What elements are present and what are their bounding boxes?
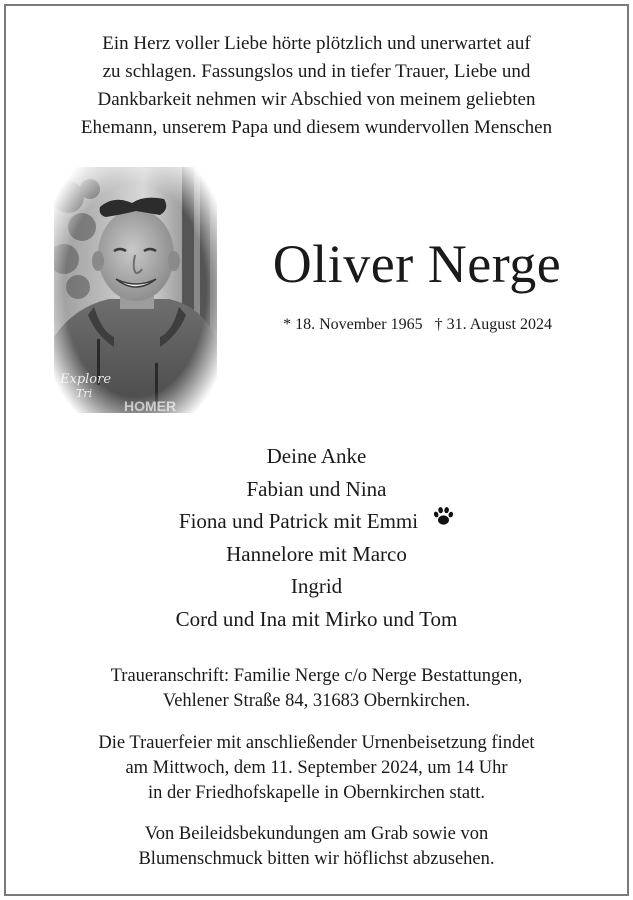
request-line: Von Beileidsbekundungen am Grab sowie von xyxy=(144,824,489,844)
portrait-photo xyxy=(54,167,217,413)
birth-date: * 18. November 1965 xyxy=(283,316,423,333)
family-line: Hannelore mit Marco xyxy=(226,541,407,566)
family-list xyxy=(20,440,613,635)
deceased-name: Oliver Nerge xyxy=(272,234,562,294)
intro-line: zu schlagen. Fassungslos und in tiefer Trauer, Liebe und xyxy=(102,61,531,82)
life-dates xyxy=(245,314,590,336)
request-line: Blumenschmuck bitten wir höflichst abzusehen. xyxy=(138,849,495,869)
family-line: Ingrid xyxy=(290,574,343,598)
ceremony-line: in der Friedhofskapelle in Obernkirchen statt. xyxy=(147,783,485,803)
address-line: Traueranschrift: Familie Nerge c/o Nerge Bestattungen, xyxy=(110,666,523,686)
condolence-request xyxy=(20,822,613,872)
paw-print-icon xyxy=(432,504,454,537)
ceremony-info xyxy=(20,731,613,806)
address-line: Vehlener Straße 84, 31683 Obernkirchen. xyxy=(162,691,471,711)
family-line: Deine Anke xyxy=(266,444,367,468)
intro-line: Ein Herz voller Liebe hörte plötzlich und unerwartet auf xyxy=(102,33,531,54)
family-line: Fabian und Nina xyxy=(246,476,387,501)
ceremony-line: Die Trauerfeier mit anschließender Urnenbeisetzung findet xyxy=(98,733,535,753)
family-line: Cord und Ina mit Mirko und Tom xyxy=(175,606,458,631)
mourning-address xyxy=(20,664,613,714)
ceremony-line: am Mittwoch, dem 11. September 2024, um 14 Uhr xyxy=(125,758,508,778)
intro-line: Dankbarkeit nehmen wir Abschied von meinem geliebten xyxy=(97,89,536,110)
family-line: Fiona und Patrick mit Emmi xyxy=(178,509,419,533)
intro-line: Ehemann, unserem Papa und diesem wundervollen Menschen xyxy=(80,117,553,138)
family-line-with-pet xyxy=(20,505,613,538)
death-date: † 31. August 2024 xyxy=(434,316,552,333)
intro-text xyxy=(20,30,613,142)
